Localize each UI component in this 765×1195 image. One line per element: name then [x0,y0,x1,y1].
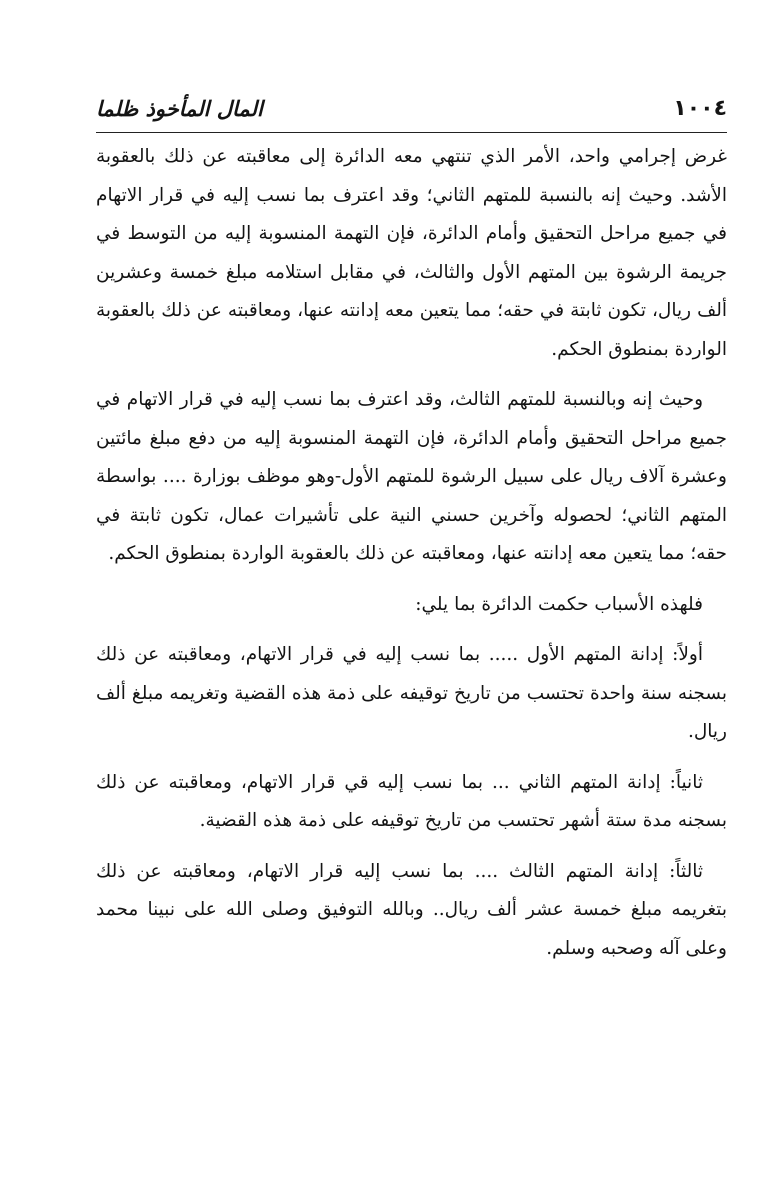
page-number: ١٠٠٤ [673,96,727,121]
verdict-item-first: أولاً: إدانة المتهم الأول ..... بما نسب إليه في قرار الاتهام، ومعاقبته عن ذلك بسجنه سنة واحدة تحتسب من تاريخ توقيفه على ذمة هذه القضية وتغريمه مبلغ ألف ريال. [96,644,727,742]
paragraph-third-defendant: وحيث إنه وبالنسبة للمتهم الثالث، وقد اعترف بما نسب إليه في قرار الاتهام في جميع مراحل التحقيق وأمام الدائرة، فإن التهمة المنسوبة إليه من دفع مبلغ مائتين وعشرة آلاف ريال على سبيل الرشوة للمتهم الأول-وهو موظف بوزارة .... بواسطة المتهم الثاني؛ لحصوله وآخرين حسني النية على تأشيرات عمال، تكون ثابتة في حقه؛ مما يتعين معه إدانته عنها، ومعاقبته عن ذلك بالعقوبة الواردة بمنطوق الحكم. [96,389,727,564]
verdict-intro: فلهذه الأسباب حكمت الدائرة بما يلي: [415,593,703,615]
running-header [96,92,727,133]
verdict-item-second: ثانياً: إدانة المتهم الثاني ... بما نسب إليه قي قرار الاتهام، ومعاقبته عن ذلك بسجنه مدة ستة أشهر تحتسب من تاريخ توقيفه على ذمة هذه القضية. [96,771,727,831]
verdict-item-third: ثالثاً: إدانة المتهم الثالث .... بما نسب إليه قرار الاتهام، ومعاقبته عن ذلك بتغريمه مبلغ خمسة عشر ألف ريال.. وبالله التوفيق وصلى الله على نبينا محمد وعلى آله وصحبه وسلم. [96,860,727,959]
paragraph-continued: غرض إجرامي واحد، الأمر الذي تنتهي معه الدائرة إلى معاقبته عن ذلك بالعقوبة الأشد. وحيث إنه بالنسبة للمتهم الثاني؛ وقد اعترف بما نسب إليه في قرار الاتهام في جميع مراحل التحقيق وأمام الدائرة، فإن التهمة المنسوبة إليه من التوسط في جريمة الرشوة بين المتهم الأول والثالث، في مقابل استلامه مبلغ خمسة وعشرين ألف ريال، تكون ثابتة في حقه؛ مما يتعين معه إدانته عنها، ومعاقبته عن ذلك بالعقوبة الواردة بمنطوق الحكم. [96,146,727,360]
body-text [96,138,727,980]
book-title: المال المأخوذ ظلما [96,96,263,121]
